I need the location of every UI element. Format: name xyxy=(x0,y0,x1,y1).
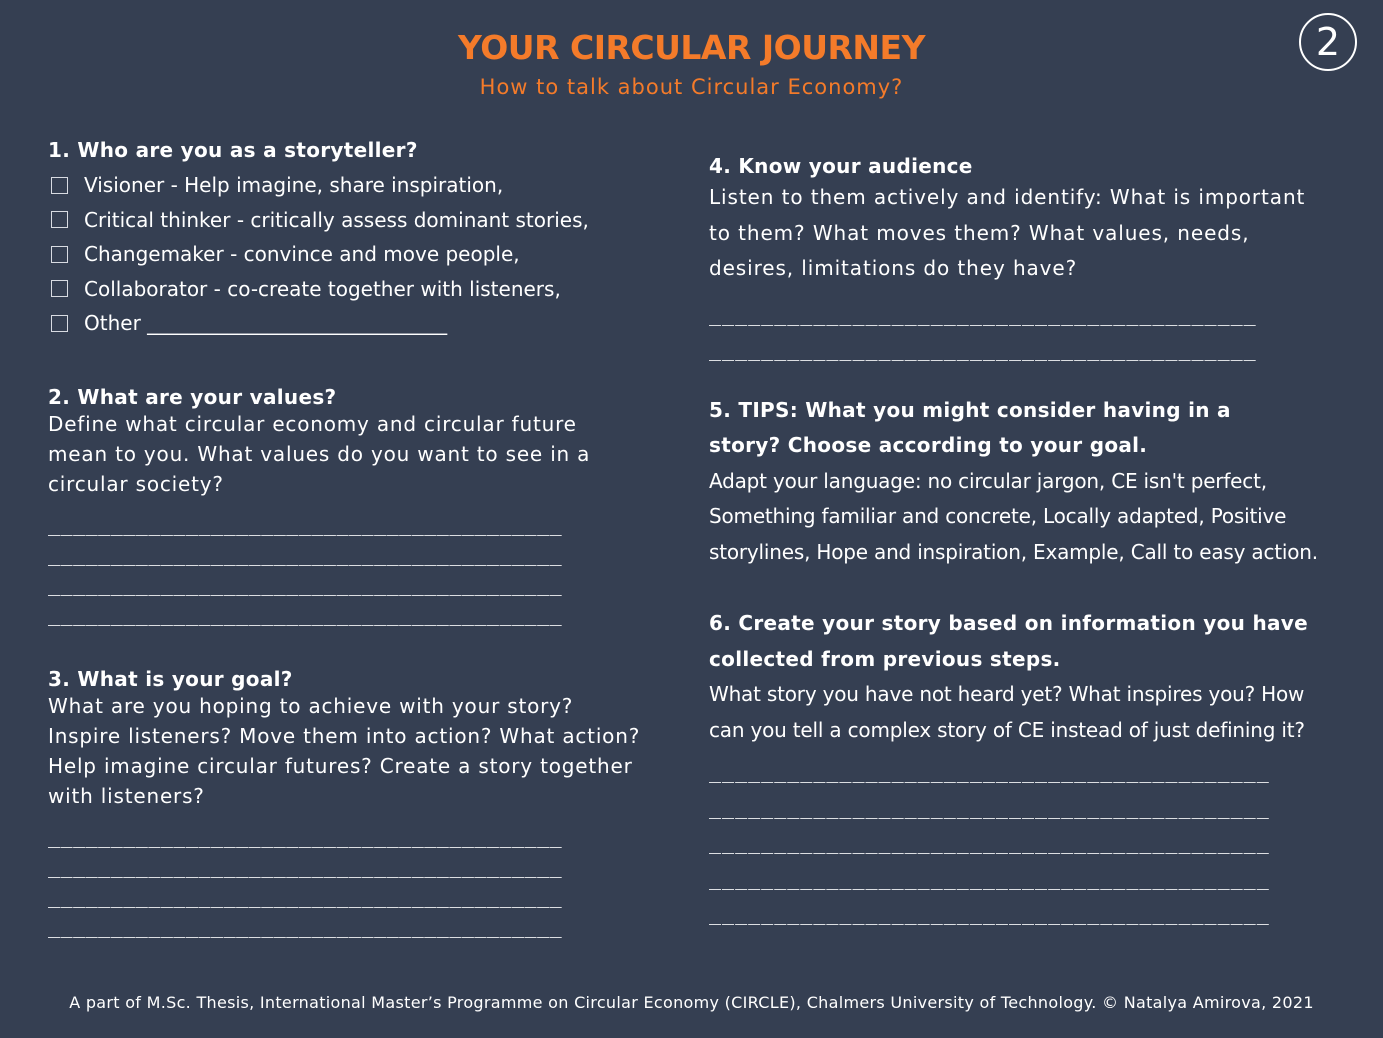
answer-line[interactable]: __________________________________________ xyxy=(709,301,1257,326)
checkbox-label: Visioner - Help imagine, share inspiration, xyxy=(84,173,504,198)
checkbox-option-changemaker[interactable] xyxy=(48,237,648,272)
checkbox-option-collaborator[interactable] xyxy=(48,272,648,307)
checkbox-label: Other ______________________________ xyxy=(84,311,448,336)
answer-line[interactable]: ___________________________________________ xyxy=(709,794,1270,819)
checkbox-option-critical-thinker[interactable] xyxy=(48,203,648,238)
section-storyteller xyxy=(48,138,648,341)
answer-line[interactable]: _________________________________________ xyxy=(48,883,563,908)
answer-line[interactable]: _________________________________________ xyxy=(48,913,563,938)
section-body: Define what circular economy and circular future mean to you. What values do you want to see in a circular society? xyxy=(48,411,591,496)
checkbox-label: Critical thinker - critically assess dominant stories, xyxy=(84,207,589,232)
answer-lines[interactable] xyxy=(709,297,1349,368)
answer-line[interactable]: __________________________________________ xyxy=(709,337,1257,361)
section-body: Listen to them actively and identify: What is important to them? What moves them? What values, needs, desires, limitations do they have? xyxy=(709,185,1306,280)
checkbox[interactable] xyxy=(51,246,68,263)
section-heading: 4. Know your audience xyxy=(709,154,973,178)
checkbox[interactable] xyxy=(51,280,68,297)
answer-lines[interactable] xyxy=(48,821,648,941)
section-heading: 5. TIPS: What you might consider having in a story? Choose according to your goal. xyxy=(709,397,1231,457)
page-number: 2 xyxy=(1315,20,1341,64)
answer-line[interactable]: ___________________________________________ xyxy=(709,865,1270,890)
answer-lines[interactable] xyxy=(709,754,1349,932)
answer-line[interactable]: ___________________________________________ xyxy=(709,901,1270,925)
section-body: What story you have not heard yet? What inspires you? How can you tell a complex story of CE instead of just defining it? xyxy=(709,682,1305,742)
left-column xyxy=(48,138,648,941)
answer-line[interactable]: _________________________________________ xyxy=(48,823,563,848)
section-heading: 1. Who are you as a storyteller? xyxy=(48,138,418,162)
answer-line[interactable]: _________________________________________ xyxy=(48,571,563,596)
section-heading: 3. What is your goal? xyxy=(48,666,293,691)
page-subtitle: How to talk about Circular Economy? xyxy=(479,75,904,99)
section-body: What are you hoping to achieve with your story? Inspire listeners? Move them into action? What action? Help imagine circular futures? Create a story together with listeners? xyxy=(48,693,641,808)
answer-line[interactable]: _________________________________________ xyxy=(48,541,563,566)
checkbox-option-other[interactable] xyxy=(48,306,648,341)
answer-line[interactable]: _________________________________________ xyxy=(48,511,563,536)
answer-line[interactable]: _________________________________________ xyxy=(48,601,563,626)
answer-line[interactable]: ___________________________________________ xyxy=(709,759,1270,783)
answer-line[interactable]: _________________________________________ xyxy=(48,853,563,878)
checkbox[interactable] xyxy=(51,211,68,228)
section-values xyxy=(48,385,648,629)
section-heading: 6. Create your story based on information you have collected from previous steps. xyxy=(709,611,1308,671)
section-heading: 2. What are your values? xyxy=(48,384,337,409)
section-body: Adapt your language: no circular jargon, CE isn't perfect, Something familiar and concrete, Locally adapted, Positive storylines, Hope and inspiration, Example, Call to easy action. xyxy=(709,468,1318,564)
answer-line[interactable]: ___________________________________________ xyxy=(709,830,1270,854)
page-title: YOUR CIRCULAR JOURNEY xyxy=(458,28,925,67)
section-tips xyxy=(709,393,1349,571)
section-audience xyxy=(709,154,1349,368)
answer-lines[interactable] xyxy=(48,509,648,629)
checkbox[interactable] xyxy=(51,315,68,332)
page-number-badge xyxy=(1299,13,1357,71)
section-create-story xyxy=(709,606,1349,932)
section-goal xyxy=(48,667,648,941)
checkbox-label: Changemaker - convince and move people, xyxy=(84,242,520,267)
checkbox-label: Collaborator - co-create together with listeners, xyxy=(84,276,561,301)
footer-credit: A part of M.Sc. Thesis, International Master’s Programme on Circular Economy (CIRCLE), Chalmers University of Technology. © Natalya Amirova, 2021 xyxy=(69,993,1314,1012)
checkbox[interactable] xyxy=(51,177,68,194)
checkbox-option-visioner[interactable] xyxy=(48,168,648,203)
right-column xyxy=(709,154,1349,932)
